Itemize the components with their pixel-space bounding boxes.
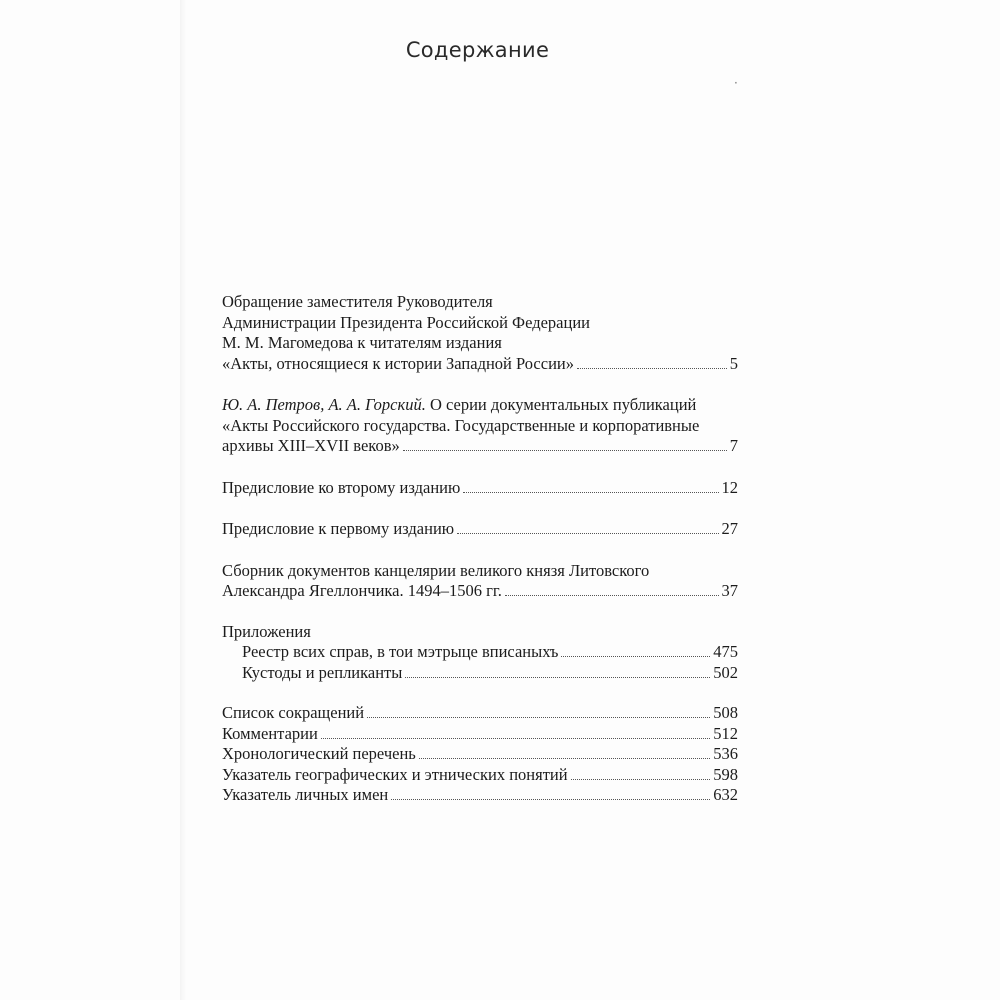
dot-leader: [457, 533, 718, 534]
toc-leader-row: [222, 354, 738, 375]
page-number: 12: [721, 477, 738, 497]
toc-section-heading: Приложения: [222, 621, 311, 641]
toc-entry-text: Комментарии: [222, 723, 318, 743]
page-edge-shadow: [180, 0, 186, 1000]
toc-entry-line: «Акты, относящиеся к истории Западной России»: [222, 353, 574, 373]
page-number: 508: [713, 703, 738, 722]
toc-entry-appendix-custodes[interactable]: [222, 663, 738, 684]
toc-entry-text: Кустоды и репликанты: [242, 662, 403, 682]
dot-leader: [571, 779, 711, 780]
page-number: 27: [721, 519, 738, 538]
toc-entry-line: Сборник документов канцелярии великого князя Литовского: [222, 560, 650, 580]
toc-entry-line: Александра Ягеллончика. 1494–1506 гг.: [222, 581, 502, 600]
toc-entry-text: Указатель личных имен: [222, 785, 389, 804]
toc-entry-line: Администрации Президента Российской Федерации: [222, 312, 590, 332]
page-number: 598: [713, 764, 738, 784]
toc-entry-text: Указатель географических и этнических понятий: [222, 764, 568, 784]
dot-leader: [391, 799, 710, 800]
page-number: 37: [721, 581, 738, 600]
dot-leader: [321, 738, 710, 739]
toc-leader-row: [222, 581, 738, 602]
page-number: 502: [713, 662, 738, 682]
toc-entry-chronology[interactable]: [222, 744, 738, 765]
toc-entry-line: М. М. Магомедова к читателям издания: [222, 333, 502, 352]
toc-entry-abbreviations[interactable]: [222, 703, 738, 724]
dot-leader: [577, 368, 727, 369]
toc-entry-line: архивы XIII–XVII веков»: [222, 436, 400, 455]
toc-entry-text: О серии документальных публикаций: [425, 395, 697, 414]
page-number: 475: [713, 642, 738, 661]
table-of-contents: [222, 292, 738, 806]
toc-entry-preface-first[interactable]: [222, 519, 738, 540]
toc-entry-commentary[interactable]: [222, 724, 738, 745]
dot-leader: [463, 492, 718, 493]
page-number: 536: [713, 744, 738, 763]
toc-entry-collection[interactable]: [222, 561, 738, 602]
toc-entry-address[interactable]: [222, 292, 738, 374]
toc-entry-name-index[interactable]: [222, 785, 738, 806]
toc-appendices: [222, 622, 738, 684]
toc-entry-geographic-index[interactable]: [222, 765, 738, 786]
toc-entry-preface-second[interactable]: [222, 478, 738, 499]
toc-entry-appendix-register[interactable]: [222, 642, 738, 663]
dot-leader: [561, 656, 710, 657]
dot-leader: [419, 758, 710, 759]
dot-leader: [367, 717, 710, 718]
toc-leader-row: [222, 436, 738, 457]
toc-entry-text: Предисловие ко второму изданию: [222, 477, 461, 497]
dot-leader: [505, 595, 719, 596]
toc-back-matter: [222, 703, 738, 806]
margin-mark: ·: [734, 76, 738, 90]
toc-entry-text: Список сокращений: [222, 703, 365, 722]
page-title: Содержание: [405, 38, 550, 62]
toc-entry-text: Хронологический перечень: [222, 744, 416, 763]
toc-entry-line: Обращение заместителя Руководителя: [222, 292, 493, 311]
toc-entry-text: Реестр всих справ, в тои мэтрыце вписаныхъ: [242, 642, 559, 661]
dot-leader: [405, 677, 710, 678]
page-number: 512: [713, 723, 738, 743]
toc-entry-line: [222, 395, 738, 416]
toc-entry-line: «Акты Российского государства. Государственные и корпоративные: [222, 415, 700, 435]
toc-entry-series-intro[interactable]: [222, 395, 738, 457]
page-number: 632: [713, 785, 738, 804]
toc-entry-text: Предисловие к первому изданию: [222, 519, 455, 538]
page-number: 5: [729, 353, 738, 373]
page-number: 7: [729, 436, 738, 455]
dot-leader: [403, 450, 727, 451]
toc-authors: Ю. А. Петров, А. А. Горский.: [222, 395, 426, 414]
